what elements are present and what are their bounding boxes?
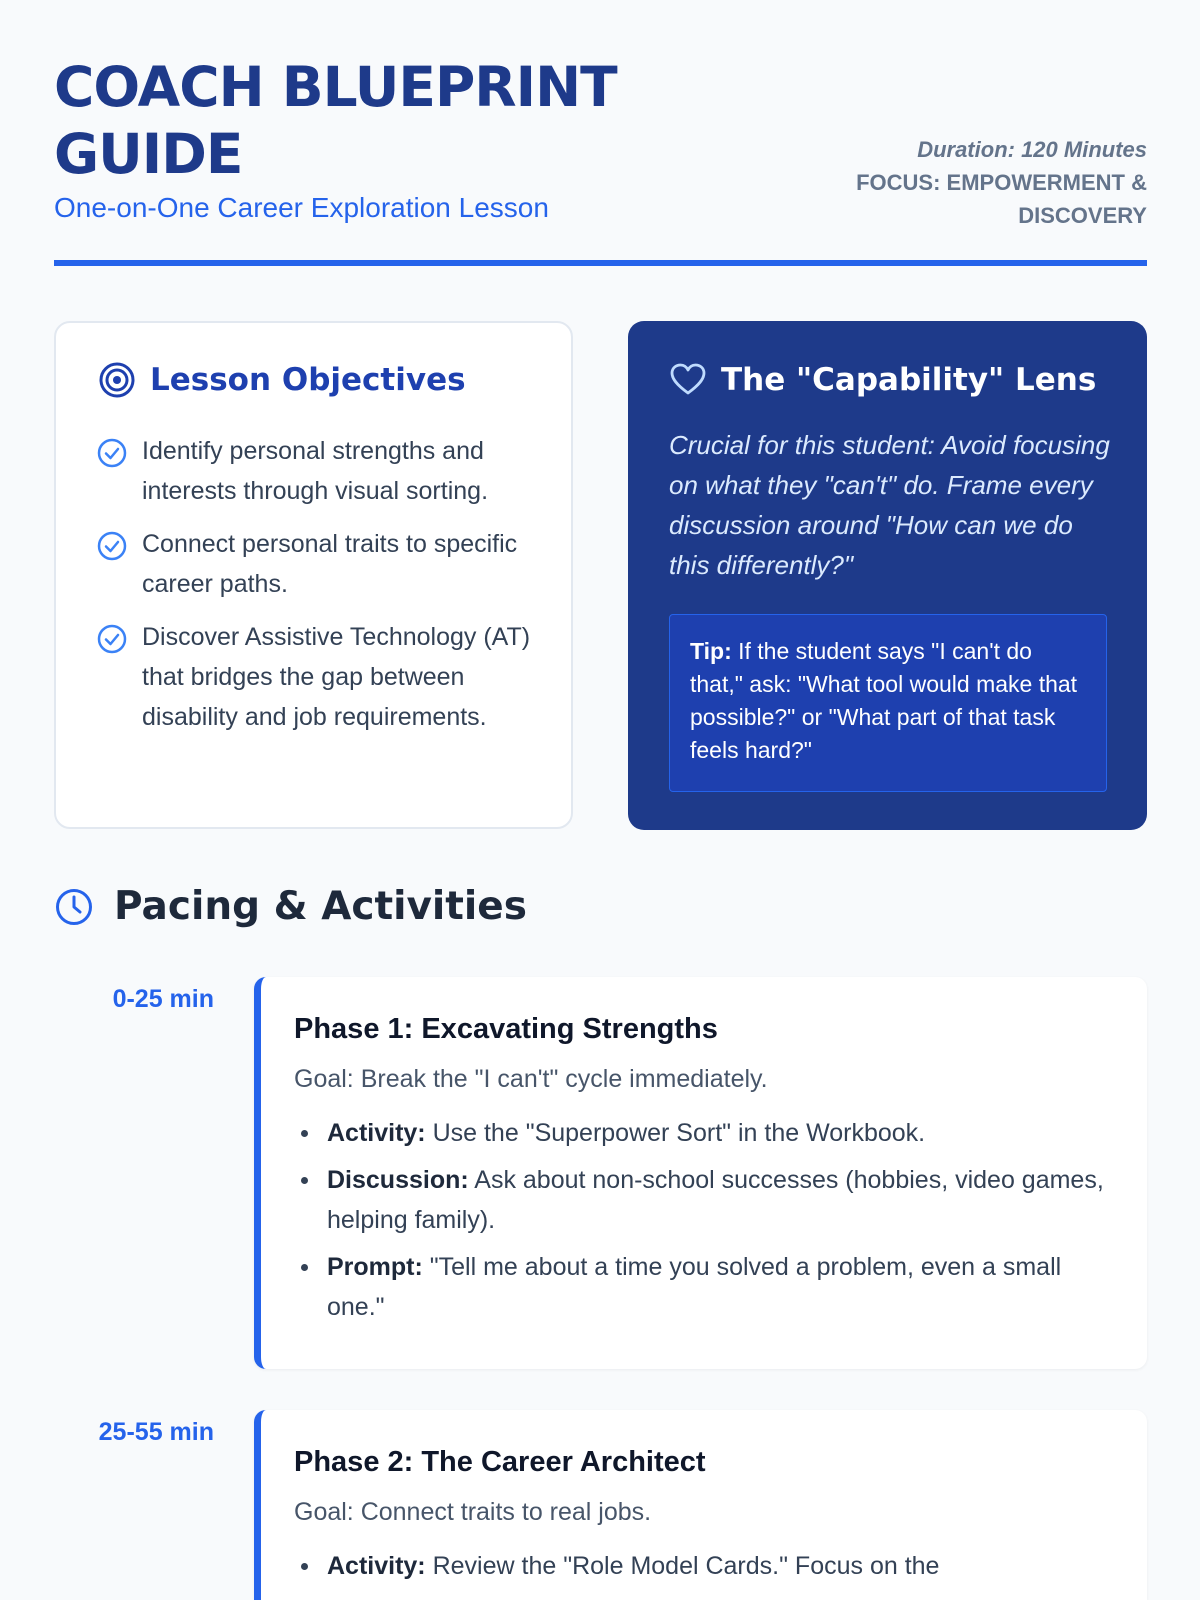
list-item	[294, 1247, 1104, 1327]
phase-title: Phase 2: The Career Architect	[294, 1446, 706, 1478]
pacing-heading-label: Pacing & Activities	[114, 884, 527, 929]
objectives-heading-label: Lesson Objectives	[150, 362, 466, 398]
objective-text: Connect personal traits to specific career paths.	[142, 530, 518, 598]
list-item	[294, 1546, 1104, 1586]
objective-text: Discover Assistive Technology (AT) that bridges the gap between disability and job requirements.	[142, 623, 531, 731]
list-item	[294, 1113, 1104, 1153]
focus-text: FOCUS: EMPOWERMENT & DISCOVERY	[856, 170, 1147, 228]
phase-card	[254, 977, 1147, 1369]
capability-lens-card	[628, 321, 1147, 830]
tip-label: Tip:	[690, 638, 732, 664]
item-label: Discussion:	[327, 1166, 469, 1194]
phase-time: 0-25 min	[112, 985, 214, 1013]
item-label: Activity:	[327, 1552, 426, 1580]
tip-text: If the student says "I can't do that," ask: "What tool would make that possible?" or "What part of that task feels hard?"	[690, 638, 1078, 763]
objective-text: Identify personal strengths and interests through visual sorting.	[142, 437, 489, 505]
header	[54, 54, 1147, 268]
check-circle-icon	[96, 623, 128, 655]
item-label: Prompt:	[327, 1253, 423, 1281]
phase-title: Phase 1: Excavating Strengths	[294, 1013, 718, 1045]
page-title: COACH BLUEPRINT GUIDE	[54, 55, 617, 186]
phase-activity-list	[294, 1113, 1104, 1334]
item-text: "Tell me about a time you solved a problem, even a small one."	[327, 1253, 1062, 1321]
phase-goal: Goal: Break the "I can't" cycle immediately.	[294, 1065, 768, 1093]
list-item	[96, 431, 536, 511]
phase-time: 25-55 min	[98, 1418, 214, 1446]
list-item	[294, 1160, 1104, 1240]
clock-icon	[54, 887, 94, 927]
check-circle-icon	[96, 437, 128, 469]
item-text: Ask about non-school successes (hobbies, video games, helping family).	[327, 1166, 1104, 1234]
item-text: Review the "Role Model Cards." Focus on the	[425, 1552, 940, 1580]
phase-goal: Goal: Connect traits to real jobs.	[294, 1498, 652, 1526]
page-subtitle: One-on-One Career Exploration Lesson	[54, 192, 549, 223]
list-item	[96, 617, 536, 737]
tip-box	[669, 614, 1107, 792]
duration-text: Duration: 120 Minutes	[917, 137, 1147, 162]
item-label: Activity:	[327, 1119, 426, 1147]
heart-icon	[669, 361, 707, 399]
objectives-list	[96, 431, 536, 750]
phase-card	[254, 1410, 1147, 1600]
header-divider	[54, 260, 1147, 266]
item-text: Use the "Superpower Sort" in the Workbook.	[425, 1119, 926, 1147]
lens-heading	[669, 361, 1096, 399]
phase-activity-list	[294, 1546, 1104, 1593]
target-icon	[98, 361, 136, 399]
pacing-heading	[54, 884, 527, 929]
list-item	[96, 524, 536, 604]
lesson-meta	[847, 134, 1147, 232]
objectives-heading	[98, 361, 466, 399]
objectives-card	[54, 321, 573, 829]
lens-heading-label: The "Capability" Lens	[721, 362, 1097, 398]
check-circle-icon	[96, 530, 128, 562]
lens-body-text: Crucial for this student: Avoid focusing on what they "can't" do. Frame every discussion around "How can we do this differently?"	[669, 430, 1110, 580]
